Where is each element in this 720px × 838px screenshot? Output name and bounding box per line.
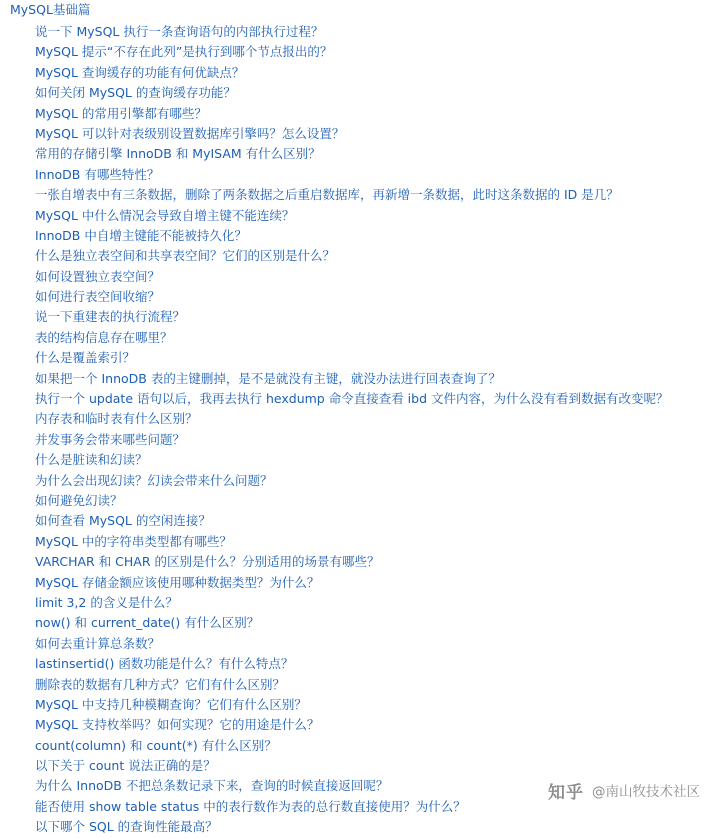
toc-link[interactable]: MySQL 支持枚举吗？如何实现？它的用途是什么？ [35,717,320,733]
toc-link[interactable]: InnoDB 有哪些特性？ [35,166,160,182]
toc-link[interactable]: count(column) 和 count(*) 有什么区别？ [35,737,277,753]
toc-link[interactable]: 什么是覆盖索引？ [35,350,136,366]
toc-link[interactable]: 如何去重计算总条数？ [35,635,161,651]
watermark [548,778,700,802]
toc-link[interactable]: 如果把一个 InnoDB 表的主键删掉，是不是就没有主键，就没办法进行回表查询了？ [35,370,501,386]
toc-link[interactable]: 执行一个 update 语句以后，我再去执行 hexdump 命令直接查看 ibd 文件内容，为什么没有看到数据有改变呢？ [35,391,669,407]
toc-link[interactable]: 表的结构信息存在哪里？ [35,329,173,345]
toc-link[interactable]: 为什么 InnoDB 不把总条数记录下来，查询的时候直接返回呢？ [35,778,389,794]
toc-link[interactable]: 一张自增表中有三条数据，删除了两条数据之后重启数据库，再新增一条数据，此时这条数据的 ID 是几？ [35,187,619,203]
toc-link[interactable]: now() 和 current_date() 有什么区别？ [35,615,260,631]
section-title[interactable]: MySQL基础篇 [10,2,91,17]
toc-link[interactable]: 说一下 MySQL 执行一条查询语句的内部执行过程？ [35,24,324,39]
toc-link[interactable]: MySQL 中什么情况会导致自增主键不能连续？ [35,207,295,223]
toc-link[interactable]: 能否使用 show table status 中的表行数作为表的总行数直接使用？为什么？ [35,798,466,814]
toc-link[interactable]: 如何进行表空间收缩？ [35,289,161,305]
toc-link[interactable]: 如何查看 MySQL 的空闲连接？ [35,513,211,529]
toc-link[interactable]: 常用的存储引擎 InnoDB 和 MyISAM 有什么区别？ [35,146,321,162]
zhihu-logo: 知乎 [548,782,584,803]
toc-link[interactable]: VARCHAR 和 CHAR 的区别是什么？分别适用的场景有哪些？ [35,554,380,570]
watermark-author: @南山牧技术社区 [592,784,700,800]
toc-link[interactable]: 并发事务会带来哪些问题？ [35,431,186,447]
toc-link[interactable]: MySQL 中支持几种模糊查询？它们有什么区别？ [35,696,307,712]
toc-link[interactable]: MySQL 中的字符串类型都有哪些？ [35,533,232,549]
toc-link[interactable]: MySQL 查询缓存的功能有何优缺点？ [35,64,245,80]
toc-link[interactable]: MySQL 的常用引擎都有哪些？ [35,105,207,121]
toc-link[interactable]: 什么是脏读和幻读？ [35,452,148,468]
toc-link[interactable]: 如何避免幻读？ [35,492,123,508]
toc-link[interactable]: 以下哪个 SQL 的查询性能最高？ [35,819,218,835]
toc-list [35,22,669,838]
toc-link[interactable]: 为什么会出现幻读？幻读会带来什么问题？ [35,472,273,488]
toc-link[interactable]: MySQL 提示“不存在此列”是执行到哪个节点报出的？ [35,44,333,60]
toc-link[interactable]: 什么是独立表空间和共享表空间？它们的区别是什么？ [35,248,336,264]
toc-link[interactable]: 删除表的数据有几种方式？它们有什么区别？ [35,676,286,692]
toc-link[interactable]: lastinsertid() 函数功能是什么？有什么特点？ [35,656,294,672]
toc-link[interactable]: InnoDB 中自增主键能不能被持久化？ [35,227,247,243]
toc-link[interactable]: 内存表和临时表有什么区别？ [35,411,198,427]
toc-link[interactable]: MySQL 可以针对表级别设置数据库引擎吗？怎么设置？ [35,125,345,141]
toc-link[interactable]: limit 3,2 的含义是什么？ [35,594,178,610]
toc-link[interactable]: MySQL 存储金额应该使用哪种数据类型？为什么？ [35,574,320,590]
toc-link[interactable]: 如何设置独立表空间？ [35,268,161,284]
toc-link[interactable]: 以下关于 count 说法正确的是？ [35,758,216,774]
toc-link[interactable]: 说一下重建表的执行流程？ [35,309,186,325]
toc-link[interactable]: 如何关闭 MySQL 的查询缓存功能？ [35,85,236,101]
